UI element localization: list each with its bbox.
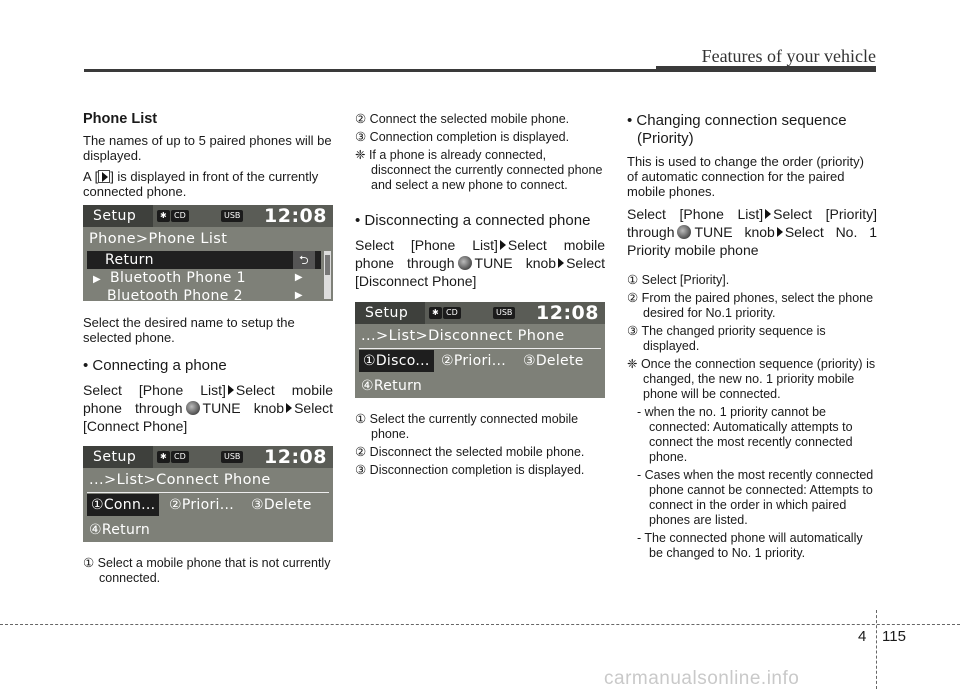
clock: 12:08 bbox=[264, 446, 327, 468]
chevron-right-icon: ▶ bbox=[294, 290, 303, 301]
text: Select [Connect Phone] bbox=[83, 400, 333, 434]
menu-path bbox=[627, 205, 877, 259]
bluetooth-icon: ✱ bbox=[157, 451, 170, 463]
cd-badge: CD bbox=[171, 451, 189, 463]
footer-rule bbox=[0, 624, 960, 625]
text: Select [Disconnect Phone] bbox=[355, 255, 605, 289]
priority-option[interactable]: ②Priori... bbox=[169, 497, 234, 513]
scroll-thumb bbox=[325, 255, 330, 275]
step: ② Connect the selected mobile phone. bbox=[355, 112, 570, 126]
paragraph bbox=[83, 169, 333, 199]
chevron-right-icon: ▶ bbox=[294, 272, 303, 283]
column-3 bbox=[627, 112, 877, 564]
column-1 bbox=[83, 112, 333, 589]
return-option[interactable]: ④Return bbox=[361, 378, 423, 394]
breadcrumb: Phone>Phone List bbox=[89, 231, 228, 247]
connect-phone-screen bbox=[83, 446, 333, 542]
arrow-icon bbox=[228, 385, 234, 395]
column-2 bbox=[355, 112, 605, 481]
phone-name: Bluetooth Phone 1 bbox=[109, 270, 246, 286]
step: ② Disconnect the selected mobile phone. bbox=[355, 445, 585, 459]
step: ① Select the currently connected mobile phone. bbox=[355, 412, 579, 441]
bluetooth-icon: ✱ bbox=[157, 210, 170, 222]
priority-option[interactable]: ②Priori... bbox=[441, 353, 506, 369]
arrow-icon bbox=[558, 258, 564, 268]
text: Select [Phone List] bbox=[83, 382, 226, 398]
clock: 12:08 bbox=[264, 205, 327, 227]
breadcrumb: ...>List>Disconnect Phone bbox=[361, 328, 565, 344]
chapter-number: 4 bbox=[858, 628, 867, 645]
setup-label: Setup bbox=[355, 302, 425, 324]
sub-note: - The connected phone will automatically be changed to No. 1 priority. bbox=[637, 531, 863, 560]
usb-badge: USB bbox=[221, 210, 243, 222]
tune-knob-icon bbox=[677, 225, 691, 239]
note: ❈ Once the connection sequence (priority) is changed, the new no. 1 priority mobile phone will be connected. bbox=[627, 357, 876, 401]
paragraph: This is used to change the order (priority) of automatic connection for the paired mobile phones. bbox=[627, 154, 864, 199]
clock: 12:08 bbox=[536, 302, 599, 324]
current-phone-icon: ▶ bbox=[93, 274, 102, 285]
bluetooth-icon: ✱ bbox=[429, 307, 442, 319]
text: TUNE knob bbox=[202, 400, 285, 416]
step: ③ Disconnection completion is displayed. bbox=[355, 463, 585, 477]
setup-label: Setup bbox=[83, 446, 153, 468]
cd-badge: CD bbox=[171, 210, 189, 222]
phone-list-heading: Phone List bbox=[83, 111, 158, 127]
sub-note: - when the no. 1 priority cannot be connected: Automatically attempts to connect the most recently connected phone. bbox=[637, 405, 853, 464]
header-rule bbox=[84, 69, 876, 72]
text: Select [Phone List] bbox=[355, 237, 498, 253]
connecting-heading: • Connecting a phone bbox=[83, 357, 227, 374]
menu-path bbox=[355, 236, 605, 290]
divider bbox=[359, 348, 601, 349]
tune-knob-icon bbox=[458, 256, 472, 270]
text: Select [Phone List] bbox=[627, 206, 764, 222]
delete-option[interactable]: ③Delete bbox=[523, 353, 584, 369]
footer-divider bbox=[876, 610, 877, 689]
disconnect-option[interactable]: ①Disco... bbox=[359, 350, 434, 372]
arrow-icon bbox=[286, 403, 292, 413]
text: Select [Priority] through bbox=[627, 206, 877, 240]
back-icon: ⮌ bbox=[293, 251, 315, 269]
divider bbox=[87, 492, 329, 493]
arrow-icon bbox=[777, 227, 783, 237]
phone-row-2[interactable] bbox=[107, 287, 321, 301]
disconnect-phone-screen bbox=[355, 302, 605, 398]
cd-badge: CD bbox=[443, 307, 461, 319]
text: TUNE knob bbox=[474, 255, 557, 271]
phone-row-1[interactable] bbox=[93, 269, 321, 289]
return-option[interactable]: ④Return bbox=[89, 522, 151, 538]
paragraph: Select the desired name to setup the selected phone. bbox=[83, 315, 295, 345]
phone-name: Bluetooth Phone 2 bbox=[107, 288, 243, 301]
text: A [ bbox=[83, 169, 99, 184]
text: ] is displayed in front of the currently connected phone. bbox=[83, 169, 319, 199]
step: ① Select [Priority]. bbox=[627, 273, 730, 287]
note: ❈ If a phone is already connected, disconnect the currently connected phone and select a new phone to connect. bbox=[355, 148, 603, 192]
priority-heading: • Changing connection sequence (Priority) bbox=[627, 112, 847, 147]
usb-badge: USB bbox=[221, 451, 243, 463]
breadcrumb: ...>List>Connect Phone bbox=[89, 472, 271, 488]
tune-knob-icon bbox=[186, 401, 200, 415]
text: Select mobile phone through bbox=[355, 237, 605, 271]
paragraph: The names of up to 5 paired phones will be displayed. bbox=[83, 133, 332, 163]
step: ③ Connection completion is displayed. bbox=[355, 130, 570, 144]
return-row[interactable] bbox=[87, 251, 321, 269]
arrow-icon bbox=[765, 209, 771, 219]
setup-label: Setup bbox=[83, 205, 153, 227]
watermark: carmanualsonline.info bbox=[604, 668, 800, 689]
section-title: Features of your vehicle bbox=[701, 46, 876, 66]
disconnecting-heading: • Disconnecting a connected phone bbox=[355, 212, 591, 229]
scrollbar[interactable] bbox=[324, 251, 331, 299]
play-box-icon bbox=[98, 170, 110, 183]
phone-list-screen bbox=[83, 205, 333, 301]
text: Select mobile phone through bbox=[83, 382, 333, 416]
usb-badge: USB bbox=[493, 307, 515, 319]
page-number: 115 bbox=[882, 628, 906, 645]
step: ① Select a mobile phone that is not currently connected. bbox=[83, 556, 331, 585]
arrow-icon bbox=[500, 240, 506, 250]
menu-path bbox=[83, 381, 333, 435]
return-label: Return bbox=[105, 252, 154, 268]
connect-option[interactable]: ①Conn... bbox=[87, 494, 159, 516]
text: TUNE knob bbox=[694, 224, 775, 240]
text: Select No. 1 Priority mobile phone bbox=[627, 224, 878, 258]
step: ③ The changed priority sequence is displayed. bbox=[627, 324, 826, 353]
step: ② From the paired phones, select the phone desired for No.1 priority. bbox=[627, 291, 874, 320]
sub-note: - Cases when the most recently connected phone cannot be connected: Attempts to connect in the order in which paired phones are listed. bbox=[637, 468, 874, 527]
delete-option[interactable]: ③Delete bbox=[251, 497, 312, 513]
